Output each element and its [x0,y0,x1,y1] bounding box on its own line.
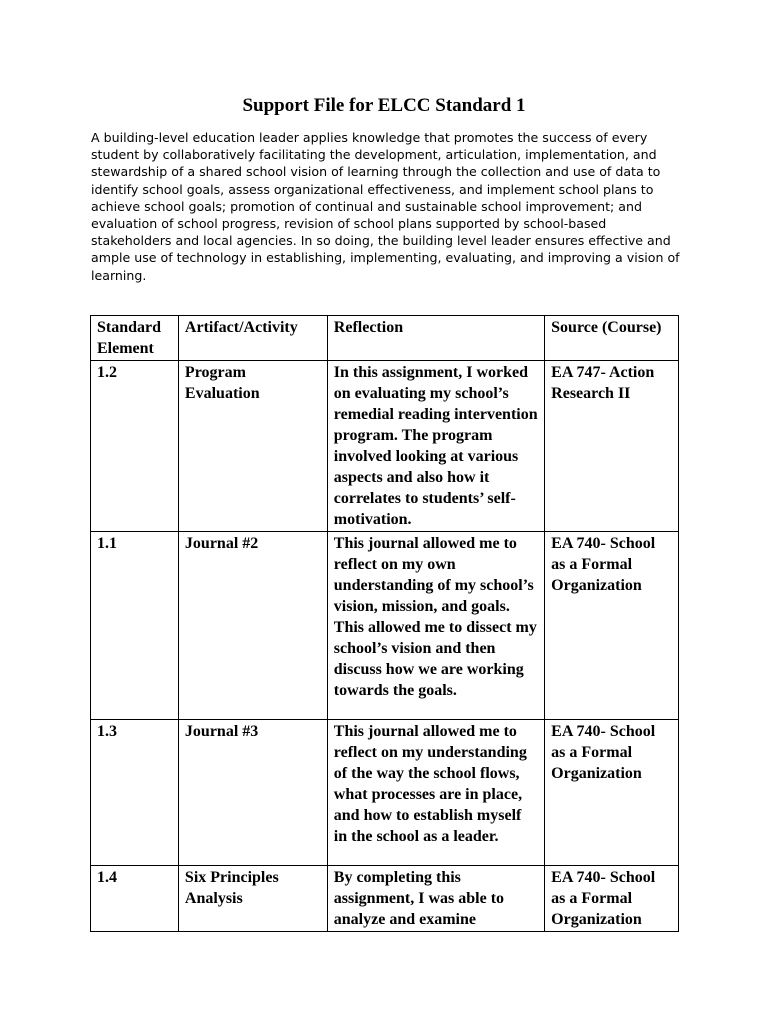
standard-description: A building-level education leader applies knowledge that promotes the success of every student by collaboratively facilitating the development, articulation, implementation, and stewardship of a shared school vision of learning through the collection and use of data to identify school goals, assess organizational effectiveness, and implement school plans to achieve school goals; promotion of continual and sustainable school improvement; and evaluation of school progress, revision of school plans supported by school-based stakeholders and local agencies. In so doing, the building level leader ensures effective and ample use of technology in establishing, implementing, evaluating, and improving a vision of learning. [91,130,680,283]
document-title: Support File for ELCC Standard 1 [242,95,526,116]
table-row [91,361,679,532]
cell-source: EA 740- School as a Formal Organization [545,720,679,866]
cell-source: EA 747- Action Research II [545,361,679,532]
cell-standard: 1.4 [91,866,179,932]
header-standard-element: Standard Element [91,316,179,361]
cell-reflection: By completing this assignment, I was able to analyze and examine [327,866,544,932]
header-artifact-activity: Artifact/Activity [178,316,327,361]
cell-artifact: Journal #2 [178,532,327,720]
cell-reflection: This journal allowed me to reflect on my understanding of the way the school flows, what processes are in place, and how to establish myself in the school as a leader. [327,720,544,866]
cell-standard: 1.1 [91,532,179,720]
cell-standard: 1.2 [91,361,179,532]
table-header-row [91,316,679,361]
cell-artifact: Program Evaluation [178,361,327,532]
standards-table [90,315,679,932]
cell-standard: 1.3 [91,720,179,866]
cell-reflection: This journal allowed me to reflect on my own understanding of my school’s vision, mission, and goals. This allowed me to dissect my school’s vision and then discuss how we are working towards the goals. [327,532,544,720]
table-row [91,532,679,720]
cell-reflection: In this assignment, I worked on evaluating my school’s remedial reading intervention program. The program involved looking at various aspects and also how it correlates to students’ self-motivation. [327,361,544,532]
table-row [91,720,679,866]
cell-source: EA 740- School as a Formal Organization [545,866,679,932]
cell-artifact: Journal #3 [178,720,327,866]
table-row [91,866,679,932]
header-source-course: Source (Course) [545,316,679,361]
cell-artifact: Six Principles Analysis [178,866,327,932]
cell-source: EA 740- School as a Formal Organization [545,532,679,720]
header-reflection: Reflection [327,316,544,361]
